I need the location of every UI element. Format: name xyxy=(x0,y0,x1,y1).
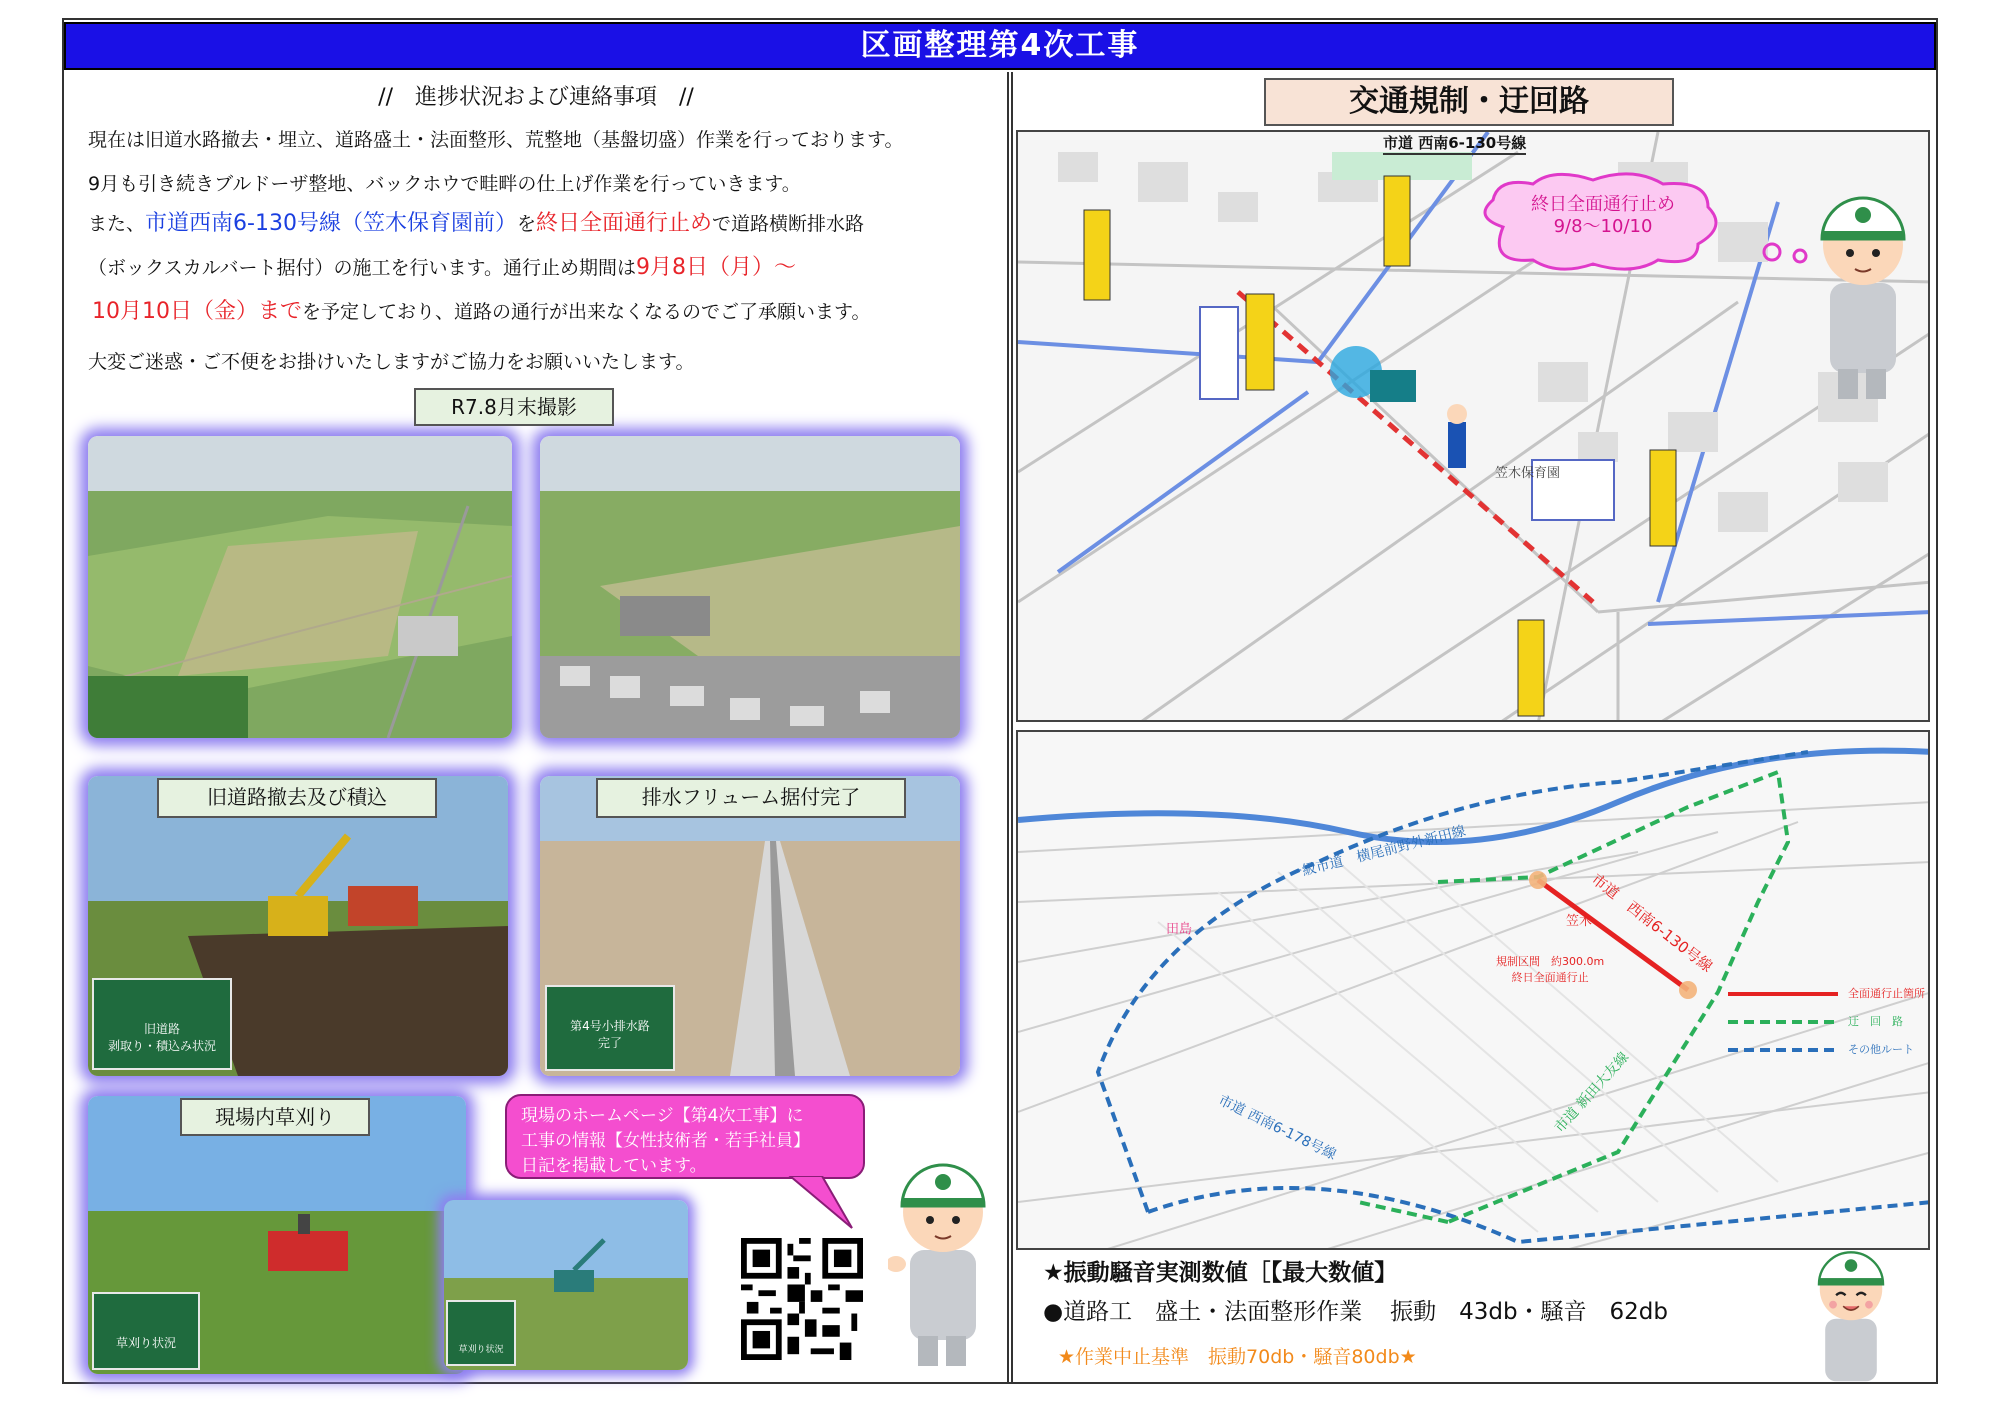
callout-line-1: 現場のホームページ【第4次工事】に xyxy=(521,1106,804,1126)
cloud-line-2: 9/8～10/10 xyxy=(1553,216,1653,237)
sparkle-circles xyxy=(1758,232,1818,272)
aerial-photo-1 xyxy=(88,436,512,738)
aerial-photo-2 xyxy=(540,436,960,738)
progress-line-1: 現在は旧道水路撤去・埋立、道路盛土・法面整形、荒整地（基盤切盛）作業を行っております。 xyxy=(88,129,904,151)
callout-line-2: 工事の情報【女性技術者・若手社員】 xyxy=(521,1131,810,1151)
map2-road-a-label: 一級市道 横尾前野外新田線 xyxy=(1287,823,1468,883)
map2-reg-line-1: 規制区間 約300.0m xyxy=(1496,955,1605,968)
closure-cloud-text xyxy=(1518,194,1688,238)
homepage-callout xyxy=(505,1094,865,1179)
text-segment: を予定しており、道路の通行が出来なくなるのでご了承願います。 xyxy=(302,301,871,323)
map2-red-road-label: 市道 西南6-130号線 xyxy=(1587,870,1717,976)
signboard-road xyxy=(92,978,232,1070)
column-divider xyxy=(1007,72,1013,1384)
progress-line-3 xyxy=(88,210,864,238)
progress-section-title: // 進捗状況および連絡事項 // xyxy=(378,85,694,110)
signboard-title: 草刈り状況 xyxy=(458,1345,504,1355)
signboard-grass xyxy=(92,1292,200,1370)
callout-tail xyxy=(760,1176,860,1236)
progress-line-2: 9月も引き続きブルドーザ整地、バックホウで畦畔の仕上げ作業を行っていきます。 xyxy=(88,173,801,195)
closure-notice: 終日全面通行止め xyxy=(535,211,712,236)
noise-measurement xyxy=(1043,1293,1668,1326)
signboard-flume xyxy=(545,985,675,1071)
page-title: 区画整理第4次工事 xyxy=(64,22,1936,70)
closed-road-name: 市道西南6-130号線（笠木保育園前） xyxy=(145,211,517,236)
map2-kasagi-label: 笠木 xyxy=(1566,914,1593,929)
detour-route-map[interactable] xyxy=(1016,730,1930,1250)
closure-start-date: 9月8日（月）～ xyxy=(635,255,796,280)
noise-work: ●道路工 盛土・法面整形作業 xyxy=(1043,1299,1363,1325)
progress-line-5 xyxy=(92,298,870,326)
worker-character-icon xyxy=(1808,172,1918,402)
noise-standard: ★作業中止基準 振動70db・騒音80db★ xyxy=(1058,1346,1417,1368)
flume-caption: 排水フリューム据付完了 xyxy=(596,778,906,818)
map2-regulation-label xyxy=(1496,954,1604,986)
map2-road-c-label: 市道 新田大友線 xyxy=(1551,1049,1633,1137)
text-segment: （ボックスカルバート据付）の施工を行います。通行止め期間は xyxy=(88,257,636,279)
noise-title: ★振動騒音実測数値［【最大数値】 xyxy=(1043,1260,1398,1286)
callout-line-3: 日記を掲載しています。 xyxy=(521,1156,707,1176)
qr-code-icon[interactable] xyxy=(740,1238,864,1360)
map2-reg-line-2: 終日全面通行止 xyxy=(1511,971,1589,984)
worker-character-icon xyxy=(888,1140,998,1368)
progress-line-6: 大変ご迷惑・ご不便をお掛けいたしますがご協力をお願いいたします。 xyxy=(88,351,695,373)
legend-detour: 迂 回 路 xyxy=(1848,1015,1903,1028)
text-segment: で道路横断排水路 xyxy=(711,213,864,235)
map1-road-label: 市道 西南6-130号線 xyxy=(1383,132,1526,155)
map2-tajima-label: 田島 xyxy=(1166,922,1193,937)
road-removal-caption: 旧道路撤去及び積込 xyxy=(157,778,437,818)
cloud-line-1: 終日全面通行止め xyxy=(1531,194,1675,215)
grass-caption: 現場内草刈り xyxy=(180,1098,370,1136)
signboard-title: 第4号小排水路 完了 xyxy=(570,1019,650,1050)
closure-end-date: 10月10日（金）まで xyxy=(92,299,302,324)
text-segment: また、 xyxy=(88,213,146,235)
progress-line-4 xyxy=(88,254,796,282)
traffic-section-title: 交通規制・迂回路 xyxy=(1264,78,1674,126)
smiling-worker-icon xyxy=(1808,1232,1894,1382)
text-segment: を xyxy=(516,213,536,235)
noise-values: 振動 43db・騒音 62db xyxy=(1390,1299,1669,1325)
closure-detail-map[interactable] xyxy=(1016,130,1930,722)
signboard-title: 草刈り状況 xyxy=(115,1336,176,1350)
nursery-label: 笠木保育園 xyxy=(1495,466,1561,481)
signboard-title: 旧道路 剥取り・積込み状況 xyxy=(107,1022,216,1053)
map2-road-b-label: 市道 西南6-178号線 xyxy=(1215,1092,1339,1164)
signboard-small xyxy=(446,1300,516,1366)
legend-closed: 全面通行止箇所 xyxy=(1848,987,1925,1000)
detour-map-lines xyxy=(1018,732,1930,1250)
aerial-photo-caption: R7.8月末撮影 xyxy=(414,388,614,426)
legend-other: その他ルート xyxy=(1848,1043,1914,1056)
